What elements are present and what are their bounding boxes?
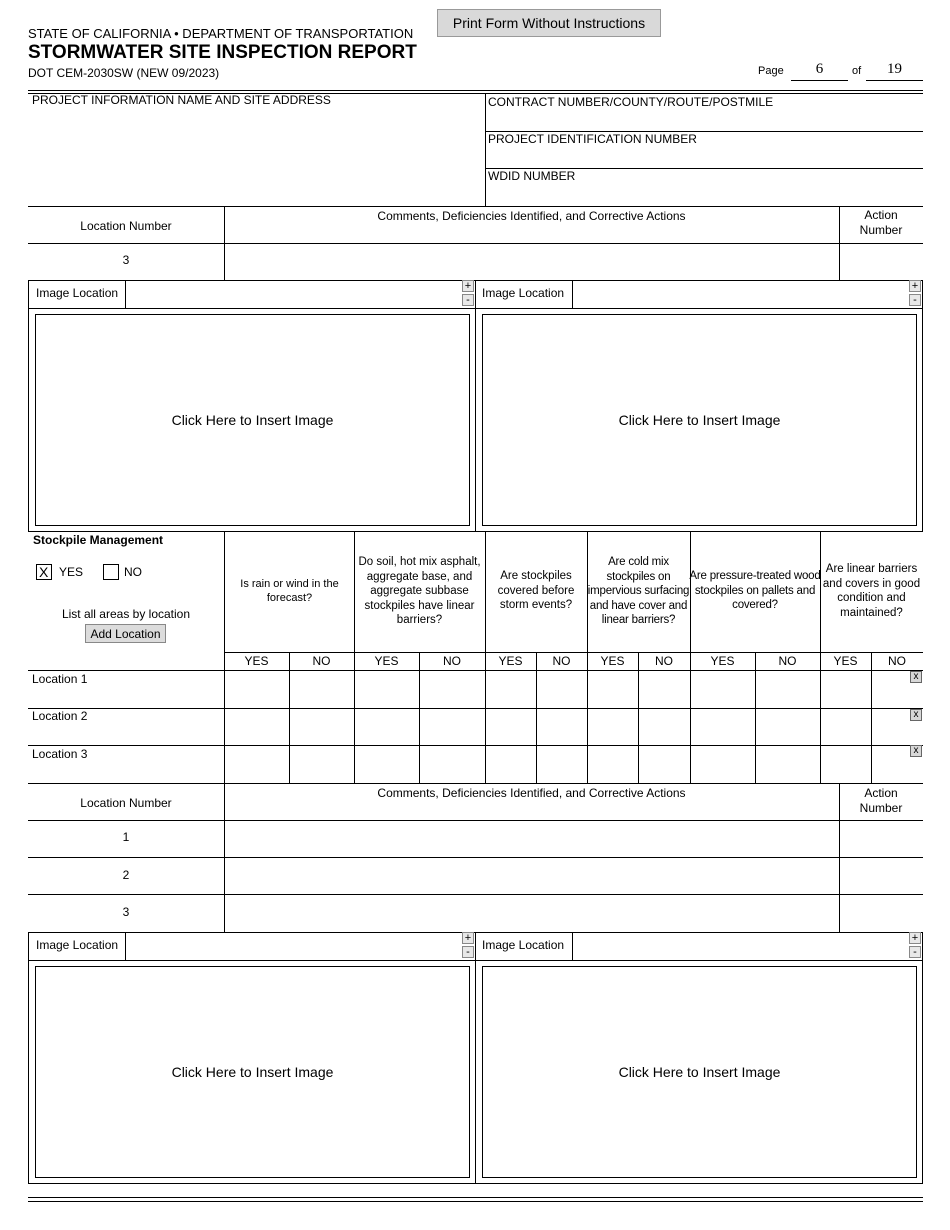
no-checkbox[interactable] <box>103 564 119 580</box>
question-stockpiles-covered: Are stockpiles covered before storm events? <box>497 570 575 611</box>
add-location-button[interactable]: Add Location <box>85 624 166 643</box>
location-number-header: Location Number <box>80 796 172 810</box>
location-number-cell[interactable]: 2 <box>122 868 130 882</box>
remove-location-button[interactable]: x <box>910 671 922 683</box>
checkmark-x-icon: X <box>39 564 49 580</box>
project-info-label: PROJECT INFORMATION NAME AND SITE ADDRESS <box>32 93 331 107</box>
yes-column-header: YES <box>833 654 858 668</box>
insert-image-text: Click Here to Insert Image <box>618 412 781 428</box>
image-location-label-left: Image Location <box>36 286 119 300</box>
no-column-header: NO <box>655 654 673 668</box>
plus-button[interactable]: + <box>909 932 921 944</box>
image-location-label-right: Image Location <box>482 938 565 952</box>
image-location-field-right[interactable] <box>574 934 904 958</box>
no-column-header: NO <box>312 654 331 668</box>
stockpile-title: Stockpile Management <box>33 533 164 547</box>
insert-image-text: Click Here to Insert Image <box>618 1064 781 1080</box>
insert-image-box-left[interactable] <box>35 314 470 526</box>
wdid-label: WDID NUMBER <box>488 169 576 183</box>
insert-image-text: Click Here to Insert Image <box>171 1064 334 1080</box>
yes-checkbox[interactable] <box>36 564 52 580</box>
stockpile-location-label: Location 2 <box>32 709 88 723</box>
print-form-button[interactable]: Print Form Without Instructions <box>437 9 661 37</box>
action-number-header: Action Number <box>859 208 903 237</box>
form-id: DOT CEM-2030SW (NEW 09/2023) <box>28 66 220 80</box>
question-rain-wind: Is rain or wind in the forecast? <box>240 578 339 604</box>
insert-image-box-right[interactable] <box>482 314 917 526</box>
of-label: of <box>852 65 862 77</box>
page-title: STORMWATER SITE INSPECTION REPORT <box>28 42 417 63</box>
stockpile-location-label: Location 1 <box>32 672 88 686</box>
yes-column-header: YES <box>374 654 399 668</box>
contract-label: CONTRACT NUMBER/COUNTY/ROUTE/POSTMILE <box>488 95 774 109</box>
plus-button[interactable]: + <box>462 280 474 292</box>
minus-button[interactable]: - <box>909 294 921 306</box>
list-areas-label: List all areas by location <box>61 607 191 621</box>
remove-location-button[interactable]: x <box>910 709 922 721</box>
yes-column-header: YES <box>244 654 269 668</box>
remove-location-button[interactable]: x <box>910 745 922 757</box>
yes-column-header: YES <box>498 654 523 668</box>
agency-line: STATE OF CALIFORNIA • DEPARTMENT OF TRANSPORTATION <box>28 26 414 41</box>
insert-image-box-left[interactable] <box>35 966 470 1178</box>
image-location-field-left[interactable] <box>127 934 457 958</box>
page-total-field[interactable]: 19 <box>887 61 902 77</box>
question-cold-mix: Are cold mix stockpiles on impervious surfacing and have cover and linear barriers? <box>587 556 690 626</box>
project-id-label: PROJECT IDENTIFICATION NUMBER <box>488 132 697 146</box>
page-label: Page <box>758 65 784 77</box>
minus-button[interactable]: - <box>462 946 474 958</box>
yes-column-header: YES <box>600 654 625 668</box>
plus-button[interactable]: + <box>462 932 474 944</box>
minus-button[interactable]: - <box>462 294 474 306</box>
no-column-header: NO <box>888 654 906 668</box>
project-info-field[interactable] <box>30 110 480 202</box>
yes-column-header: YES <box>710 654 735 668</box>
location-number-cell[interactable]: 3 <box>122 253 130 267</box>
question-barriers-maintained: Are linear barriers and covers in good condition and maintained? <box>822 563 921 619</box>
image-location-label-left: Image Location <box>36 938 119 952</box>
location-number-cell[interactable]: 1 <box>122 830 130 844</box>
page-number-field[interactable]: 6 <box>815 61 824 77</box>
image-location-field-right[interactable] <box>574 282 904 306</box>
no-label: NO <box>124 565 142 579</box>
image-location-label-right: Image Location <box>482 286 565 300</box>
no-column-header: NO <box>552 654 571 668</box>
question-linear-barriers: Do soil, hot mix asphalt, aggregate base, and aggregate subbase stockpiles have linear barriers? <box>358 556 481 626</box>
yes-label: YES <box>59 565 84 579</box>
minus-button[interactable]: - <box>909 946 921 958</box>
stockpile-location-label: Location 3 <box>32 747 88 761</box>
action-number-header: Action Number <box>859 786 903 815</box>
image-location-field-left[interactable] <box>127 282 457 306</box>
comments-header: Comments, Deficiencies Identified, and Corrective Actions <box>377 209 686 223</box>
plus-button[interactable]: + <box>909 280 921 292</box>
location-number-cell[interactable]: 3 <box>122 905 130 919</box>
location-number-header: Location Number <box>80 219 172 233</box>
no-column-header: NO <box>443 654 461 668</box>
no-column-header: NO <box>778 654 797 668</box>
insert-image-box-right[interactable] <box>482 966 917 1178</box>
insert-image-text: Click Here to Insert Image <box>171 412 334 428</box>
comments-header: Comments, Deficiencies Identified, and Corrective Actions <box>377 786 686 800</box>
question-pressure-treated: Are pressure-treated wood stockpiles on pallets and covered? <box>689 570 821 611</box>
